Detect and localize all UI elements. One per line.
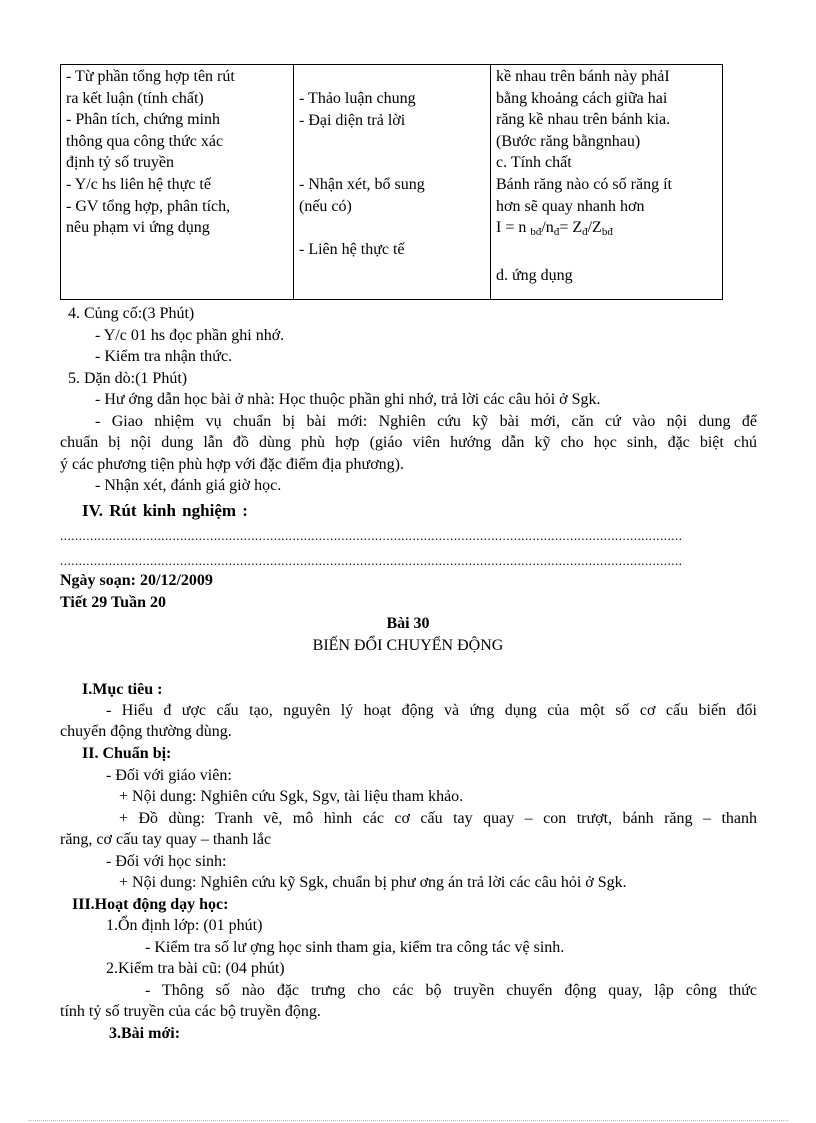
content-column <box>496 66 672 287</box>
lesson-title: BIẾN ĐỔI CHUYỂN ĐỘNG <box>312 637 504 654</box>
table-line: - Y/c hs liên hệ thực tế <box>66 175 211 193</box>
paragraph: - Hiểu đ ược cấu tạo, nguyên lý hoạt động và ứng dụng của một số cơ cấu biến đổi <box>106 702 757 719</box>
paragraph: chuyển động thường dùng. <box>60 723 232 740</box>
paragraph: 2.Kiểm tra bài cũ: (04 phút) <box>106 960 285 977</box>
table-line: d. ứng dụng <box>496 267 573 285</box>
section-heading: I.Mục tiêu : <box>82 681 163 698</box>
paragraph: - Đối với giáo viên: <box>106 767 232 784</box>
paragraph: 1.Ổn định lớp: (01 phút) <box>106 917 263 934</box>
teacher-activity-column <box>66 66 235 239</box>
section-heading: 5. Dặn dò:(1 Phút) <box>68 370 188 387</box>
table-line: (Bước răng bằngnhau) <box>496 132 641 150</box>
table-line: hơn sẽ quay nhanh hơn <box>496 197 645 215</box>
paragraph: - Y/c 01 hs đọc phần ghi nhớ. <box>95 327 285 344</box>
section-heading: III.Hoạt động dạy học: <box>72 896 229 913</box>
paragraph: - Thông số nào đặc trưng cho các bộ truyền chuyển động quay, lập công thức <box>145 982 757 999</box>
page-footer-rule <box>28 1120 788 1121</box>
table-line: - Từ phần tổng hợp tên rút <box>66 68 235 85</box>
lesson-date: Ngày soạn: 20/12/2009 <box>60 572 213 589</box>
paragraph: + Nội dung: Nghiên cứu kỹ Sgk, chuẩn bị phư ơng án trả lời các câu hỏi ở Sgk. <box>119 874 627 891</box>
student-activity-a <box>299 88 416 131</box>
table-line: ra kết luận (tính chất) <box>66 89 204 107</box>
table-line: - Nhận xét, bổ sung <box>299 176 425 193</box>
table-line: nêu phạm vi ứng dụng <box>66 219 210 237</box>
table-line: bằng khoảng cách giữa hai <box>496 89 668 107</box>
table-line: - Đại diện trả lời <box>299 111 406 129</box>
table-line: - Liên hệ thực tế <box>299 241 405 258</box>
table-line: - GV tổng hợp, phân tích, <box>66 197 231 215</box>
table-line: kề nhau trên bánh này phảI <box>496 68 670 85</box>
paragraph: - Hư ớng dẫn học bài ở nhà: Học thuộc phần ghi nhớ, trả lời các câu hỏi ở Sgk. <box>95 391 601 408</box>
table-line: Bánh răng nào có số răng ít <box>496 175 672 193</box>
paragraph: răng, cơ cấu tay quay – thanh lắc <box>60 831 272 848</box>
table-line: - Thảo luận chung <box>299 90 416 107</box>
table-line: c. Tính chất <box>496 154 572 172</box>
paragraph: - Kiểm tra số lư ợng học sinh tham gia, kiểm tra công tác vệ sinh. <box>145 939 565 956</box>
formula: I = n $_{bđ}/n_đ= Z_đ/Z_{bđ}$ <box>496 219 613 239</box>
paragraph: tính tỷ số truyền của các bộ truyền động. <box>60 1003 321 1020</box>
column-divider <box>293 65 294 299</box>
paragraph: + Nội dung: Nghiên cứu Sgk, Sgv, tài liệu tham khảo. <box>119 788 464 805</box>
table-line: định tỷ số truyền <box>66 154 174 172</box>
column-divider <box>490 65 491 299</box>
paragraph: + Đồ dùng: Tranh vẽ, mô hình các cơ cấu tay quay – con trượt, bánh răng – thanh <box>119 810 757 827</box>
paragraph: - Đối với học sinh: <box>106 853 227 870</box>
paragraph: - Kiểm tra nhận thức. <box>95 348 233 365</box>
table-line: - Phân tích, chứng minh <box>66 111 220 129</box>
student-activity-c <box>299 239 405 261</box>
lesson-period: Tiết 29 Tuần 20 <box>60 594 166 611</box>
table-line: răng kề nhau trên bánh kia. <box>496 111 671 129</box>
table-line: thông qua công thức xác <box>66 132 224 150</box>
paragraph: chuẩn bị nội dung lẫn đồ dùng phù hợp (giáo viên hướng dẫn kỹ cho học sinh, đặc biệt chú <box>60 434 757 451</box>
dotted-line: ...................................................................................................................................................................... <box>60 554 683 568</box>
section-heading: IV. Rút kinh nghiệm : <box>82 501 248 520</box>
section-heading: 3.Bài mới: <box>109 1025 181 1042</box>
paragraph: - Nhận xét, đánh giá giờ học. <box>95 477 282 494</box>
lesson-number: Bài 30 <box>386 615 430 632</box>
activity-table <box>60 64 723 300</box>
dotted-line: ...................................................................................................................................................................... <box>60 529 683 543</box>
table-line: (nếu có) <box>299 197 352 215</box>
section-heading: 4. Củng cố:(3 Phút) <box>68 305 195 322</box>
paragraph: ý các phương tiện phù hợp với đặc điểm địa phương). <box>60 456 404 473</box>
paragraph: - Giao nhiệm vụ chuẩn bị bài mới: Nghiên cứu kỹ bài mới, căn cứ vào nội dung để <box>95 413 757 430</box>
student-activity-b <box>299 174 425 217</box>
section-heading: II. Chuẩn bị: <box>82 745 172 762</box>
